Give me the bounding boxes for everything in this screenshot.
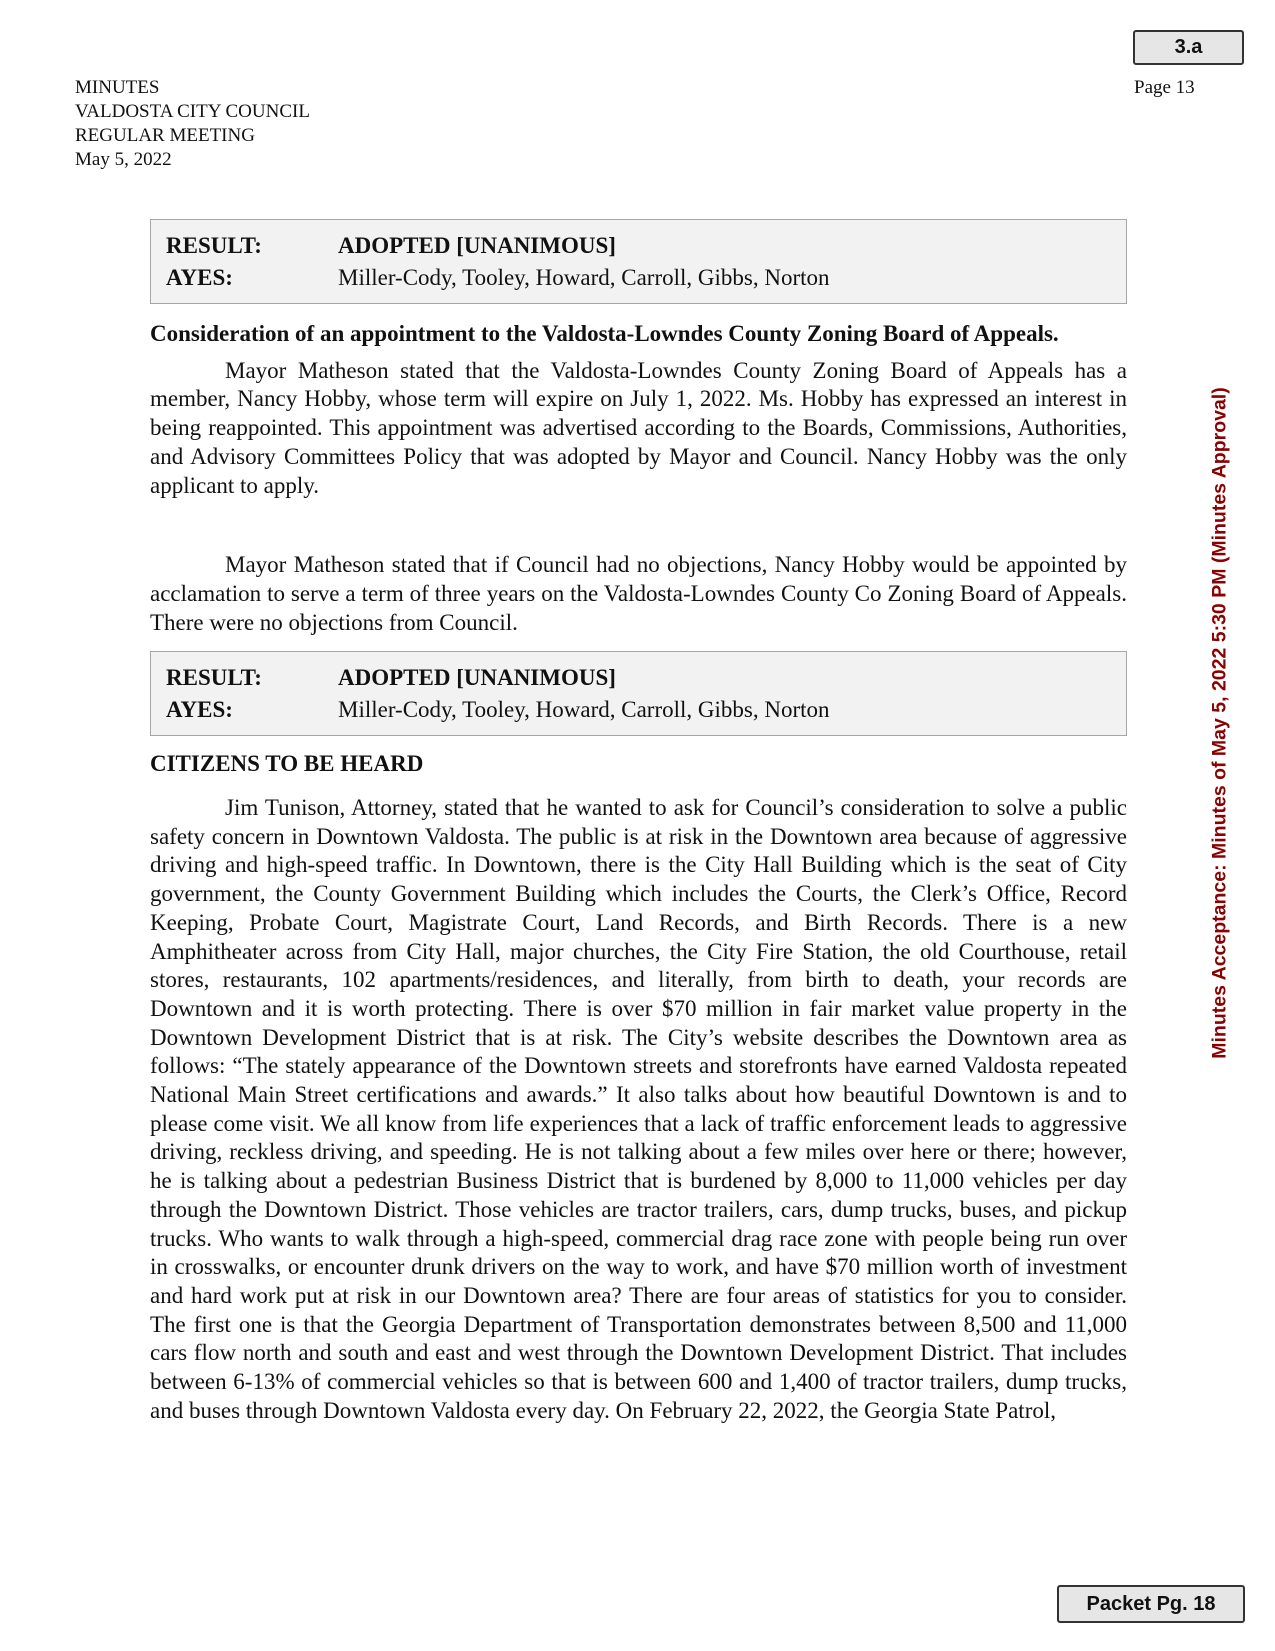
spacer — [150, 500, 1127, 551]
ayes-row — [166, 262, 1111, 294]
paragraph: Jim Tunison, Attorney, stated that he wanted to ask for Council’s consideration to solve a public safety concern in Downtown Valdosta. The public is at risk in the Downtown area because of aggressive driving and high-speed traffic. In Downtown, there is the City Hall Building which is the seat of City government, the County Government Building which includes the Courts, the Clerk’s Office, Record Keeping, Probate Court, Magistrate Court, Land Records, and Birth Records. There is a new Amphitheater across from City Hall, major churches, the City Fire Station, the old Courthouse, retail stores, restaurants, 102 apartments/residences, and literally, from birth to death, your records are Downtown and it is worth protecting. There is over $70 million in fair market value property in the Downtown Development District that is at risk. The City’s website describes the Downtown area as follows: “The stately appearance of the Downtown streets and storefronts have earned Valdosta repeated National Main Street certifications and awards.” It also talks about how beautiful Downtown is and to please come visit. We all know from life experiences that a lack of traffic enforcement leads to aggressive driving, reckless driving, and speeding. He is not talking about a few miles over here or there; however, he is talking about a pedestrian Business District that is burdened by 8,000 to 11,000 vehicles per day through the Downtown District. Those vehicles are tractor trailers, cars, dump trucks, buses, and pickup trucks. Who wants to walk through a high-speed, commercial drag race zone with people being run over in crosswalks, or encounter drunk drivers on the way to work, and have $70 million worth of investment and hard work put at risk in our Downtown area? There are four areas of statistics for you to consider. The first one is that the Georgia Department of Transportation demonstrates between 8,500 and 11,000 cars flow north and south and east and west through the Downtown Development District. That includes between 6-13% of commercial vehicles so that is between 600 and 1,400 of tractor trailers, dump trucks, and buses through Downtown Valdosta every day. On February 22, 2022, the Georgia State Patrol, — [150, 795, 1127, 1423]
result-value: ADOPTED [UNANIMOUS] — [338, 233, 616, 258]
ayes-value: Miller-Cody, Tooley, Howard, Carroll, Gibbs, Norton — [338, 265, 830, 290]
result-box — [150, 651, 1127, 736]
result-box — [150, 219, 1127, 304]
spacer — [150, 637, 1127, 651]
ayes-label: AYES: — [166, 265, 233, 290]
ayes-label: AYES: — [166, 697, 233, 723]
agenda-item-badge: 3.a — [1133, 30, 1244, 65]
document-header — [75, 76, 310, 172]
header-line-council: VALDOSTA CITY COUNCIL — [75, 101, 310, 122]
result-label: RESULT: — [166, 233, 262, 258]
section-heading-appointment: Consideration of an appointment to the Valdosta-Lowndes County Zoning Board of Appeals. — [150, 321, 1059, 346]
ayes-row — [166, 694, 1111, 726]
side-margin-label: Minutes Acceptance: Minutes of May 5, 2022 5:30 PM (Minutes Approval) — [1208, 387, 1231, 1059]
result-row — [166, 230, 1111, 262]
header-line-meeting: REGULAR MEETING — [75, 125, 255, 146]
paragraph: Mayor Matheson stated that the Valdosta-Lowndes County Zoning Board of Appeals has a member, Nancy Hobby, whose term will expire on July 1, 2022. Ms. Hobby has expressed an interest in being reappointed. This appointment was advertised according to the Boards, Commissions, Authorities, and Advisory Committees Policy that was adopted by Mayor and Council. Nancy Hobby was the only applicant to apply. — [150, 357, 1127, 498]
result-row — [166, 662, 1111, 694]
ayes-value: Miller-Cody, Tooley, Howard, Carroll, Gibbs, Norton — [338, 697, 830, 723]
result-value: ADOPTED [UNANIMOUS] — [338, 665, 616, 691]
result-label: RESULT: — [166, 665, 262, 691]
section-heading-citizens: CITIZENS TO BE HEARD — [150, 751, 424, 777]
page-number: Page 13 — [1134, 77, 1195, 98]
packet-page-badge: Packet Pg. 18 — [1057, 1585, 1245, 1623]
paragraph: Mayor Matheson stated that if Council had no objections, Nancy Hobby would be appointed by acclamation to serve a term of three years on the Valdosta-Lowndes County Co Zoning Board of Appeals. There were no objections from Council. — [150, 552, 1127, 635]
document-body — [150, 219, 1127, 1426]
header-line-minutes: MINUTES — [75, 77, 160, 98]
header-line-date: May 5, 2022 — [75, 149, 172, 170]
